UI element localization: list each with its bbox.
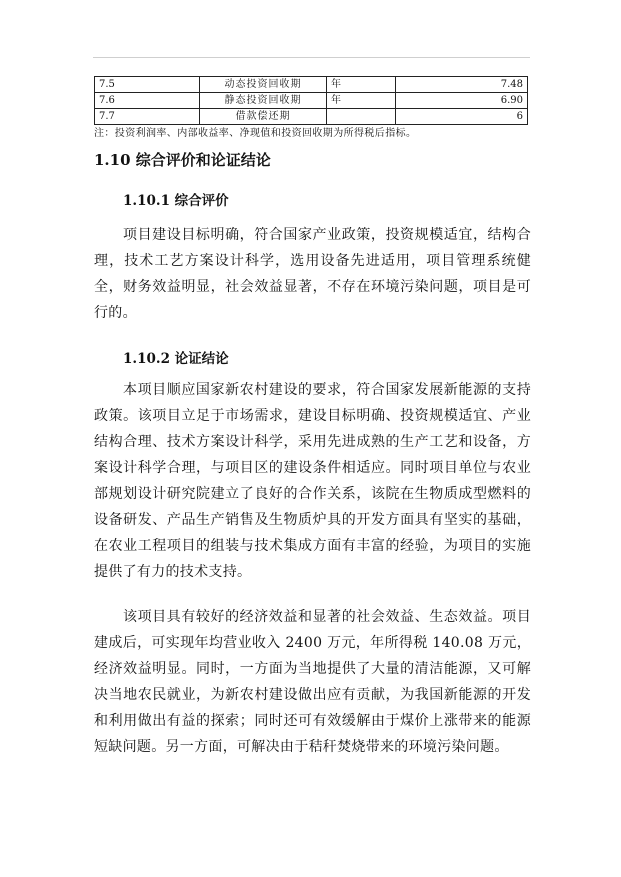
row-unit: 年 [327,93,396,109]
subsection-title-evaluation: 1.10.1 综合评价 [123,193,229,209]
conclusion-paragraph-1: 本项目顺应国家新农村建设的要求，符合国家发展新能源的支持政策。该项目立足于市场需求，建设目标明确、投资规模适宜、产业结构合理、技术方案设计科学，采用先进成熟的生产工艺和设备，方案设计科学合理，与项目区的建设条件相适应。同时项目单位与农业部规划设计研究院建立了良好的合作关系，该院在生物质成型燃料的设备研发、产品生产销售及生物质炉具的开发方面具有坚实的基础，在农业工程项目的组装与技术集成方面有丰富的经验，为项目的实施提供了有力的技术支持。 [94,382,531,580]
row-number: 7.5 [95,77,200,93]
section-title: 1.10 综合评价和论证结论 [94,151,271,169]
indicator-table [94,76,528,125]
row-value: 7.48 [396,77,528,93]
evaluation-paragraph: 项目建设目标明确，符合国家产业政策，投资规模适宜，结构合理，技术工艺方案设计科学，选用设备先进适用，项目管理系统健全，财务效益明显，社会效益显著，不存在环境污染问题，项目是可行的。 [94,227,531,321]
table-row [95,77,528,93]
page-header-rule [93,57,530,58]
table-row [95,93,528,109]
table-row [95,109,528,125]
row-value: 6.90 [396,93,528,109]
row-indicator: 借款偿还期 [200,109,327,125]
row-indicator: 静态投资回收期 [200,93,327,109]
row-value: 6 [396,109,528,125]
row-indicator: 动态投资回收期 [200,77,327,93]
table-note: 注：投资利润率、内部收益率、净现值和投资回收期为所得税后指标。 [94,128,417,139]
row-number: 7.6 [95,93,200,109]
row-unit: 年 [327,77,396,93]
conclusion-paragraph-2: 该项目具有较好的经济效益和显著的社会效益、生态效益。项目建成后，可实现年均营业收入 2400 万元，年所得税 140.08 万元，经济效益明显。同时，一方面为当地提供了大量的清洁能源，又可解决当地农民就业，为新农村建设做出应有贡献，为我国新能源的开发和利用做出有益的探索；同时还可有效缓解由于煤价上涨带来的能源短缺问题。另一方面，可解决由于秸秆焚烧带来的环境污染问题。 [94,609,531,755]
row-unit [327,109,396,125]
subsection-title-conclusion: 1.10.2 论证结论 [123,351,229,367]
row-number: 7.7 [95,109,200,125]
